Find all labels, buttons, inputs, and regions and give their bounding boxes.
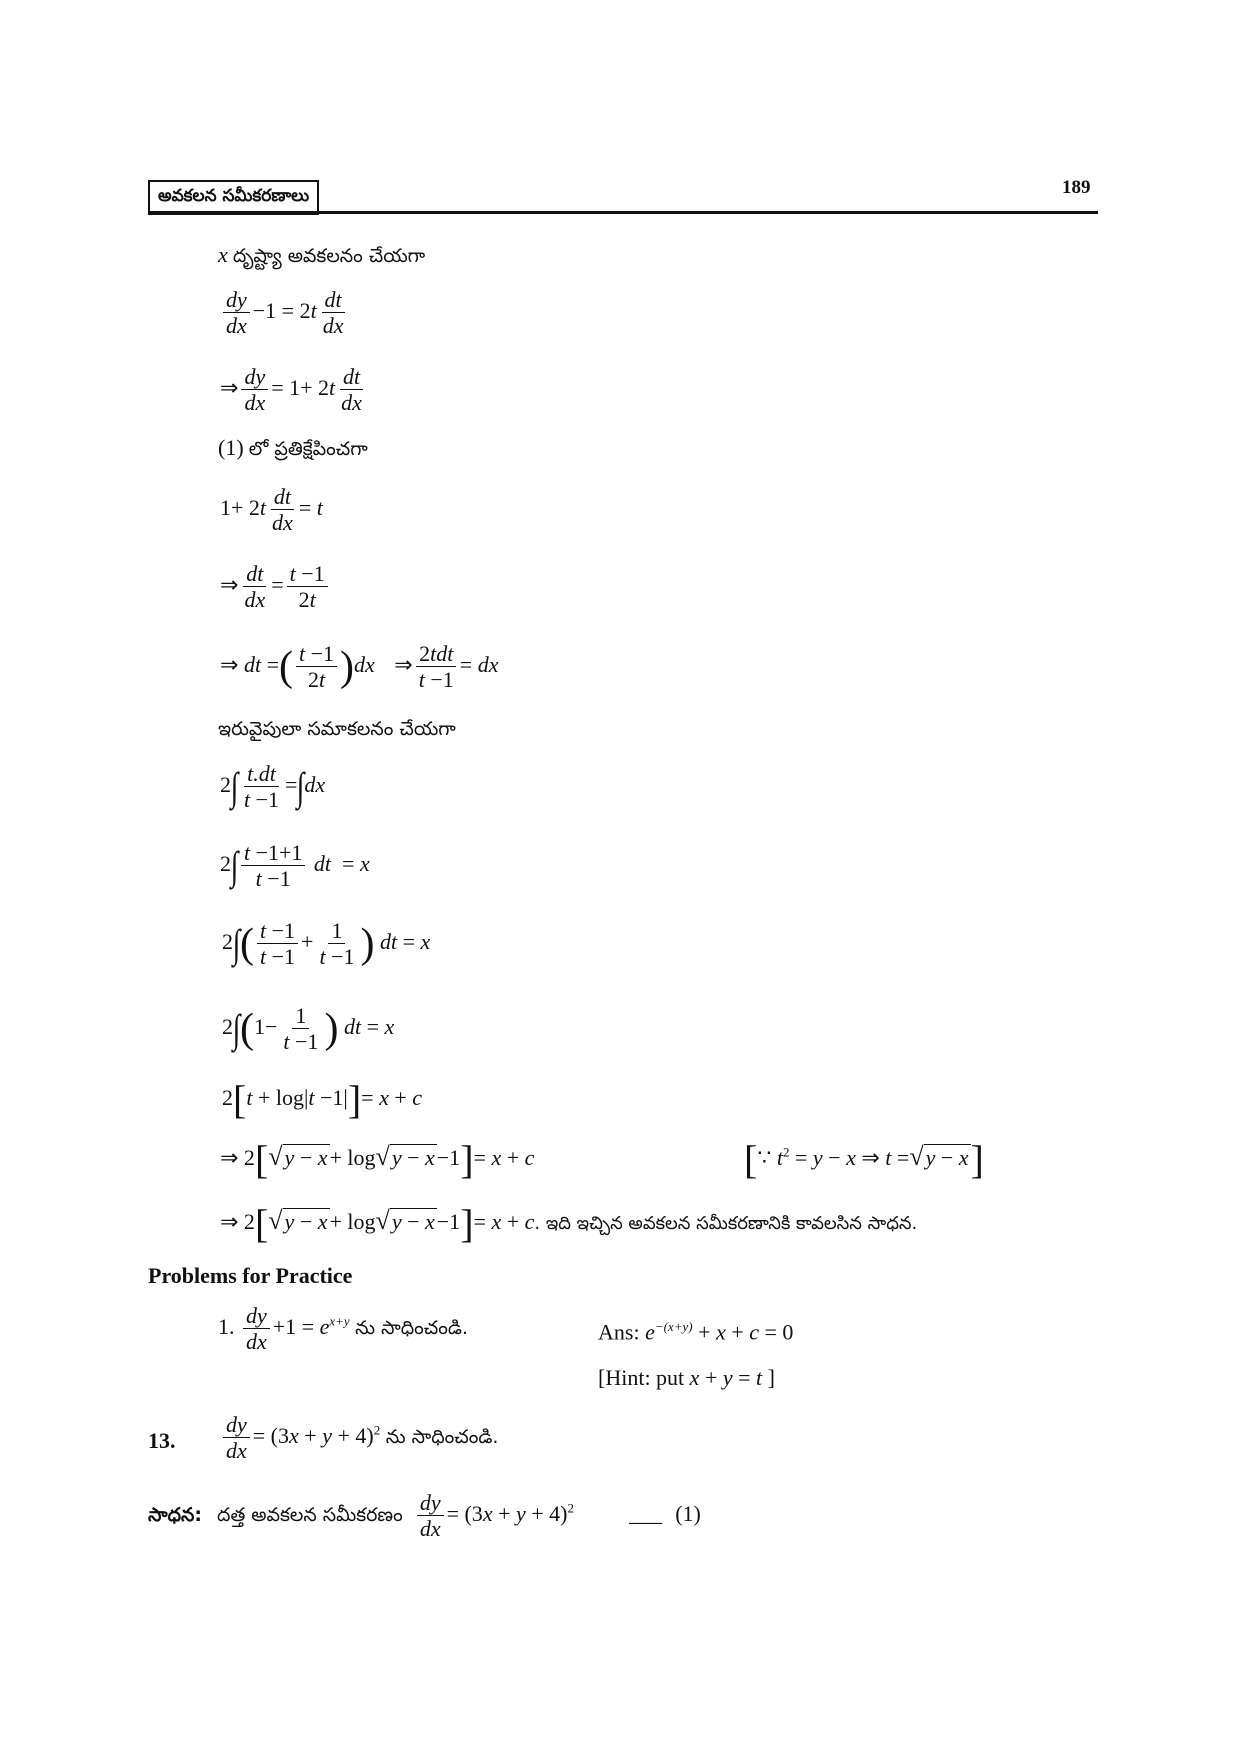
equation-4: ⇒ $\frac{dt}{dx}$ = $\frac{t -1}{2t}$ xyxy=(220,561,331,613)
solution-label: సాధన: xyxy=(148,1503,202,1526)
equation-2: ⇒ $\frac{dy}{dx}$ = 1+ 2t $\frac{dt}{dx}$ xyxy=(220,364,362,416)
equation-12: ⇒ 2[√y − x+ log√y − x−1]= x + c. ఇది ఇచ్చిన అవకలన సమీకరణానికి కావలసిన సాధన. xyxy=(220,1201,918,1246)
line-differentiate: x దృష్ట్యా అవకలనం చేయగా xyxy=(218,242,426,267)
practice-answer: Ans: $e^{-(x+y)} + x + c = 0$ xyxy=(598,1319,794,1345)
equation-ref: (1) xyxy=(218,435,244,460)
practice-hint: [Hint: put x + y = t ] xyxy=(598,1365,775,1390)
equation-1: $\frac{dy}{dx}$ −1 = 2t $\frac{dt}{dx}$ xyxy=(220,287,349,339)
differentiate-text: దృష్ట్యా అవకలనం చేయగా xyxy=(232,245,426,267)
substitution-note: [∵ $t^2 = y - x$ ⇒ t =√y − x] xyxy=(744,1137,984,1182)
equation-5: ⇒ dt =( $\frac{t -1}{2t}$ )dx ⇒ $\frac{\text{2tdt}}{t -1}$ = dx xyxy=(220,641,499,693)
problem-13-text: ను సాధించండి. xyxy=(385,1425,499,1448)
equation-7: 2∫ $\frac{t -1+1}{t -1}$ dt = x xyxy=(220,840,370,892)
solution-text: దత్త అవకలన సమీకరణం xyxy=(217,1503,403,1526)
solution-tail: . ఇది ఇచ్చిన అవకలన సమీకరణానికి కావలసిన సాధన. xyxy=(534,1213,918,1235)
equation-8: 2∫( $\frac{t -1}{t -1}$ + $\frac{1}{t -1}$ ) dt = x xyxy=(222,918,431,970)
problem-13-equation: $\frac{dy}{dx}$ = $(3x + y + 4)^2$ ను సాధించండి. xyxy=(220,1412,498,1464)
page-number: 189 xyxy=(1062,177,1091,198)
answer-label: Ans: xyxy=(598,1319,640,1345)
line-integrate: ఇరువైపులా సమాకలనం చేయగా xyxy=(218,718,456,740)
equation-3: 1+ 2t $\frac{dt}{dx}$ = t xyxy=(220,484,323,536)
equation-11: ⇒ 2[√y − x+ log√y − x−1]= x + c xyxy=(220,1137,535,1182)
solution-ref: (1) xyxy=(675,1500,701,1526)
practice-item-number: 1. xyxy=(218,1313,235,1339)
equation-10: 2[t + log|t −1|]= x + c xyxy=(222,1077,423,1122)
solution-line: సాధన: దత్త అవకలన సమీకరణం $\frac{dy}{dx}$ = $(3x + y + 4)^2$ ___ (1) xyxy=(148,1490,701,1542)
line-substitute xyxy=(218,437,368,465)
hint-close: ] xyxy=(767,1365,775,1390)
practice-item-1: 1. $\frac{dy}{dx}$ $+1 = e^{x+y}$ ను సాధించండి. xyxy=(218,1303,468,1355)
substitute-text: లో ప్రతిక్షేపించగా xyxy=(248,438,368,460)
chapter-title: అవకలన సమీకరణాలు xyxy=(148,180,319,215)
solution-blank: ___ xyxy=(629,1500,663,1526)
because-symbol: ∵ xyxy=(757,1145,772,1171)
practice-item-text: ను సాధించండి. xyxy=(355,1316,468,1339)
equation-9: 2∫(1− $\frac{1}{t -1}$ ) dt = x xyxy=(222,1003,395,1055)
header-rule xyxy=(148,211,1098,214)
hint-label: [Hint: put xyxy=(598,1365,685,1390)
problem-number: 13. xyxy=(148,1428,176,1453)
practice-heading: Problems for Practice xyxy=(148,1263,353,1288)
equation-6: 2∫ $\frac{t.dt}{t -1}$ =∫dx xyxy=(220,761,326,813)
